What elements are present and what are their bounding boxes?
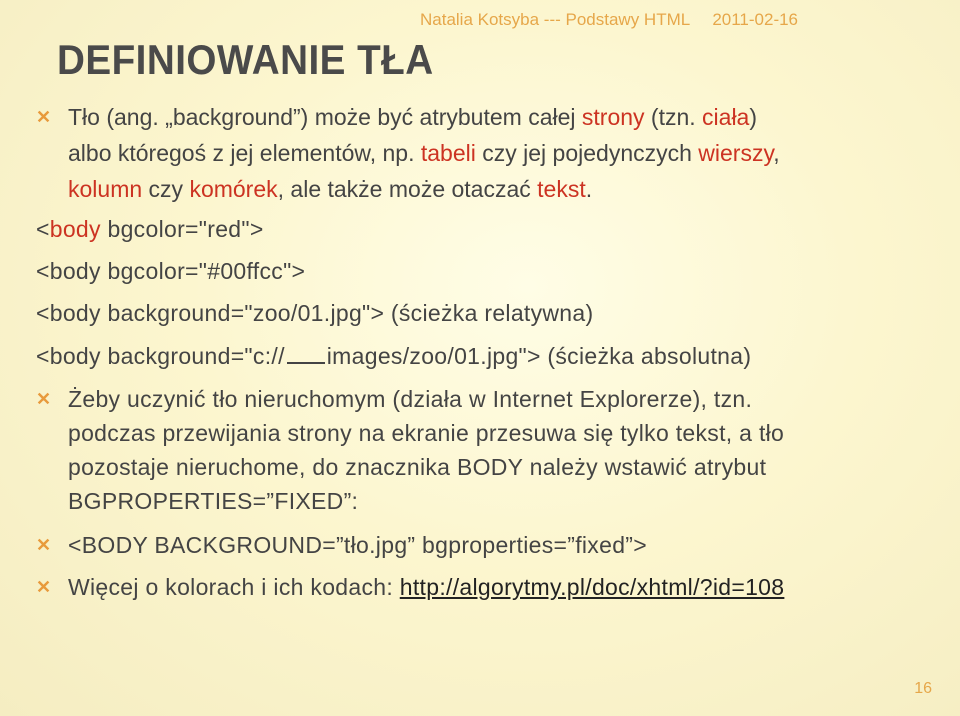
text-span: czy jej pojedynczych bbox=[475, 140, 699, 166]
text-span: images/zoo/01.jpg"> (ścieżka absolutna) bbox=[326, 343, 752, 369]
code-line-3: <body background="zoo/01.jpg"> (ścieżka relatywna) bbox=[36, 300, 594, 326]
bullet2-line4: BGPROPERTIES=”FIXED”: bbox=[68, 488, 359, 514]
x-mark-icon: ✕ bbox=[36, 389, 52, 409]
bullet3-line: <BODY BACKGROUND=”tło.jpg” bgproperties=”fixed”> bbox=[68, 532, 647, 558]
text-span: < bbox=[36, 216, 50, 242]
keyword-komorek: komórek bbox=[189, 176, 278, 202]
text-span: (tzn. bbox=[644, 104, 703, 130]
text-span: czy bbox=[142, 176, 190, 202]
code-line-2: <body bgcolor="#00ffcc"> bbox=[36, 258, 306, 284]
bullet2-line3: pozostaje nieruchome, do znacznika BODY należy wstawić atrybut bbox=[68, 454, 767, 480]
slide-title: DEFINIOWANIE TŁA bbox=[57, 36, 434, 83]
text-span: Tło (ang. „background”) może być atrybutem całej bbox=[68, 104, 582, 130]
bullet2-line2: podczas przewijania strony na ekranie przesuwa się tylko tekst, a tło bbox=[68, 420, 785, 446]
keyword-ciala: ciała bbox=[702, 104, 750, 130]
author-label: Natalia Kotsyba --- Podstawy HTML bbox=[420, 10, 690, 29]
x-mark-icon: ✕ bbox=[36, 535, 52, 555]
keyword-tabeli: tabeli bbox=[420, 140, 476, 166]
bullet4-line bbox=[68, 574, 784, 601]
keyword-body: body bbox=[49, 216, 101, 242]
date-label: 2011-02-16 bbox=[712, 10, 799, 29]
bullet1-line3 bbox=[68, 176, 592, 203]
text-span: ) bbox=[749, 104, 758, 130]
text-span: Więcej o kolorach i ich kodach: bbox=[68, 574, 400, 600]
bullet2-line1: Żeby uczynić tło nieruchomym (działa w Internet Explorerze), tzn. bbox=[68, 386, 753, 412]
keyword-tekst: tekst bbox=[537, 176, 586, 202]
x-mark-icon: ✕ bbox=[36, 577, 52, 597]
text-span: , bbox=[773, 140, 780, 166]
x-mark-icon: ✕ bbox=[36, 107, 52, 127]
keyword-kolumn: kolumn bbox=[68, 176, 143, 202]
text-span: albo któregoś z jej elementów, np. bbox=[68, 140, 421, 166]
code-line-4 bbox=[36, 342, 751, 370]
algorytmy-link[interactable]: http://algorytmy.pl/doc/xhtml/?id=108 bbox=[399, 574, 785, 600]
bullet1-line2 bbox=[68, 140, 780, 167]
header-meta bbox=[420, 10, 940, 30]
code-line-1 bbox=[36, 216, 264, 243]
page-number: 16 bbox=[914, 680, 932, 697]
keyword-strony: strony bbox=[581, 104, 645, 130]
text-span: , ale także może otaczać bbox=[277, 176, 538, 202]
text-span: <body background="c:// bbox=[36, 343, 285, 369]
bullet1-line1 bbox=[68, 104, 757, 131]
keyword-wierszy: wierszy bbox=[698, 140, 774, 166]
text-span: . bbox=[585, 176, 593, 202]
text-span: bgcolor="red"> bbox=[100, 216, 264, 242]
blank-underline bbox=[287, 342, 325, 364]
